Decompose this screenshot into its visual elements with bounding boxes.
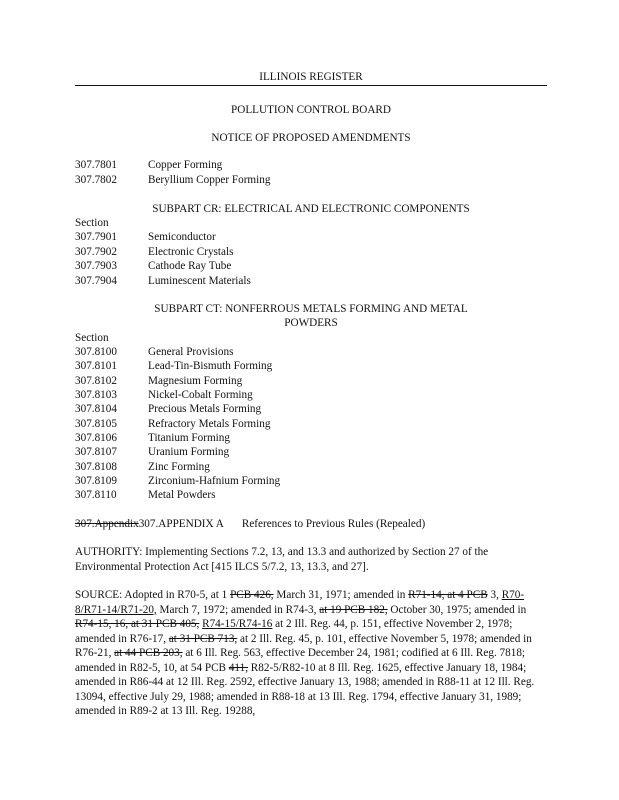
appendix-title: References to Previous Rules (Repealed) [241,518,426,530]
register-header: ILLINOIS REGISTER [75,70,547,86]
section-row [75,445,229,459]
section-row [75,474,280,488]
appendix-row [75,517,425,531]
section-title: General Provisions [148,346,234,358]
section-title: Refractory Metals Forming [148,418,271,430]
section-row [75,345,233,359]
section-number: 307.8102 [75,375,117,387]
section-title: Nickel-Cobalt Forming [148,389,253,401]
section-row [75,158,222,172]
section-title: Magnesium Forming [148,375,243,387]
section-row [75,173,270,187]
section-number: 307.8110 [75,489,117,501]
source-paragraph [75,588,547,719]
section-row [75,274,251,288]
section-number: 307.8104 [75,403,117,415]
section-number: 307.8106 [75,432,117,444]
source-text: SOURCE: Adopted in R70-5, at 1 PCB 426, March 31, 1971; amended in R71-14, at 4 PCB 3, R70-8/R71-14/R71-20, March 7, 1972; amended in R74-3, at 19 PCB 182, October 30, 1975; amended in R74-15, 16, at 31 PCB 405, R74-15/R74-16 at 2 Ill. Reg. 44, p. 151, effective November 2, 1978; amended in R76-17, at 31 PCB 713, at 2 Ill. Reg. 45, p. 101, effective November 5, 1978; amended in R76-21, at 44 PCB 203, at 6 Ill. Reg. 563, effective December 24, 1981; codified at 6 Ill. Reg. 7818; amended in R82-5, 10, at 54 PCB 411, R82-5/R82-10 at 8 Ill. Reg. 1625, effective January 18, 1984; amended in R86-44 at 12 Ill. Reg. 2592, effective January 13, 1988; amended in R88-11 at 12 Ill. Reg. 13094, effective July 29, 1988; amended in R88-18 at 13 Ill. Reg. 1794, effective January 31, 1989; amended in R89-2 at 13 Ill. Reg. 19288, [75,589,535,717]
section-title: Lead-Tin-Bismuth Forming [148,360,273,372]
section-row [75,374,242,388]
section-title: Zinc Forming [148,461,210,473]
section-title: Electronic Crystals [148,246,234,258]
section-title: Precious Metals Forming [148,403,262,415]
subpart-cr-heading: SUBPART CR: ELECTRICAL AND ELECTRONIC COMPONENTS [152,203,470,215]
section-number: 307.8103 [75,389,117,401]
section-row [75,431,230,445]
section-row [75,245,233,259]
section-number: 307.8101 [75,360,117,372]
authority-paragraph [75,545,547,574]
section-number: 307.8105 [75,418,117,430]
section-title: Titanium Forming [148,432,230,444]
section-number: 307.7904 [75,275,117,287]
section-row [75,460,210,474]
section-row [75,388,253,402]
section-label: Section [75,332,109,344]
section-row [75,259,231,273]
section-row [75,402,261,416]
section-title: Beryllium Copper Forming [148,174,271,186]
section-number: 307.8100 [75,346,117,358]
subpart-ct-heading-line2: POWDERS [284,317,338,329]
section-title: Zirconium-Hafnium Forming [148,475,281,487]
notice-title: NOTICE OF PROPOSED AMENDMENTS [211,132,411,144]
section-number: 307.8107 [75,446,117,458]
section-number: 307.8109 [75,475,117,487]
section-label: Section [75,217,109,229]
section-number: 307.7903 [75,260,117,272]
subpart-ct-heading-line1: SUBPART CT: NONFERROUS METALS FORMING AND METAL [154,303,468,315]
section-number: 307.7901 [75,231,117,243]
board-name: POLLUTION CONTROL BOARD [231,104,391,116]
section-row [75,359,272,373]
section-title: Metal Powders [148,489,216,501]
authority-text: AUTHORITY: Implementing Sections 7.2, 13, and 13.3 and authorized by Section 27 of the Environmental Protection Act [415 ILCS 5/7.2, 13, 13.3, and 27]. [75,546,489,573]
section-title: Copper Forming [148,159,223,171]
section-row [75,230,216,244]
section-row [75,417,270,431]
section-row [75,488,215,502]
appendix-current-text: 307.APPENDIX A [138,518,224,530]
section-title: Semiconductor [148,231,216,243]
section-title: Luminescent Materials [148,275,251,287]
section-number: 307.7801 [75,159,117,171]
section-number: 307.7902 [75,246,117,258]
section-number: 307.8108 [75,461,117,473]
section-number: 307.7802 [75,174,117,186]
section-title: Uranium Forming [148,446,230,458]
section-title: Cathode Ray Tube [148,260,232,272]
appendix-struck-text: 307.Appendix [75,518,139,530]
